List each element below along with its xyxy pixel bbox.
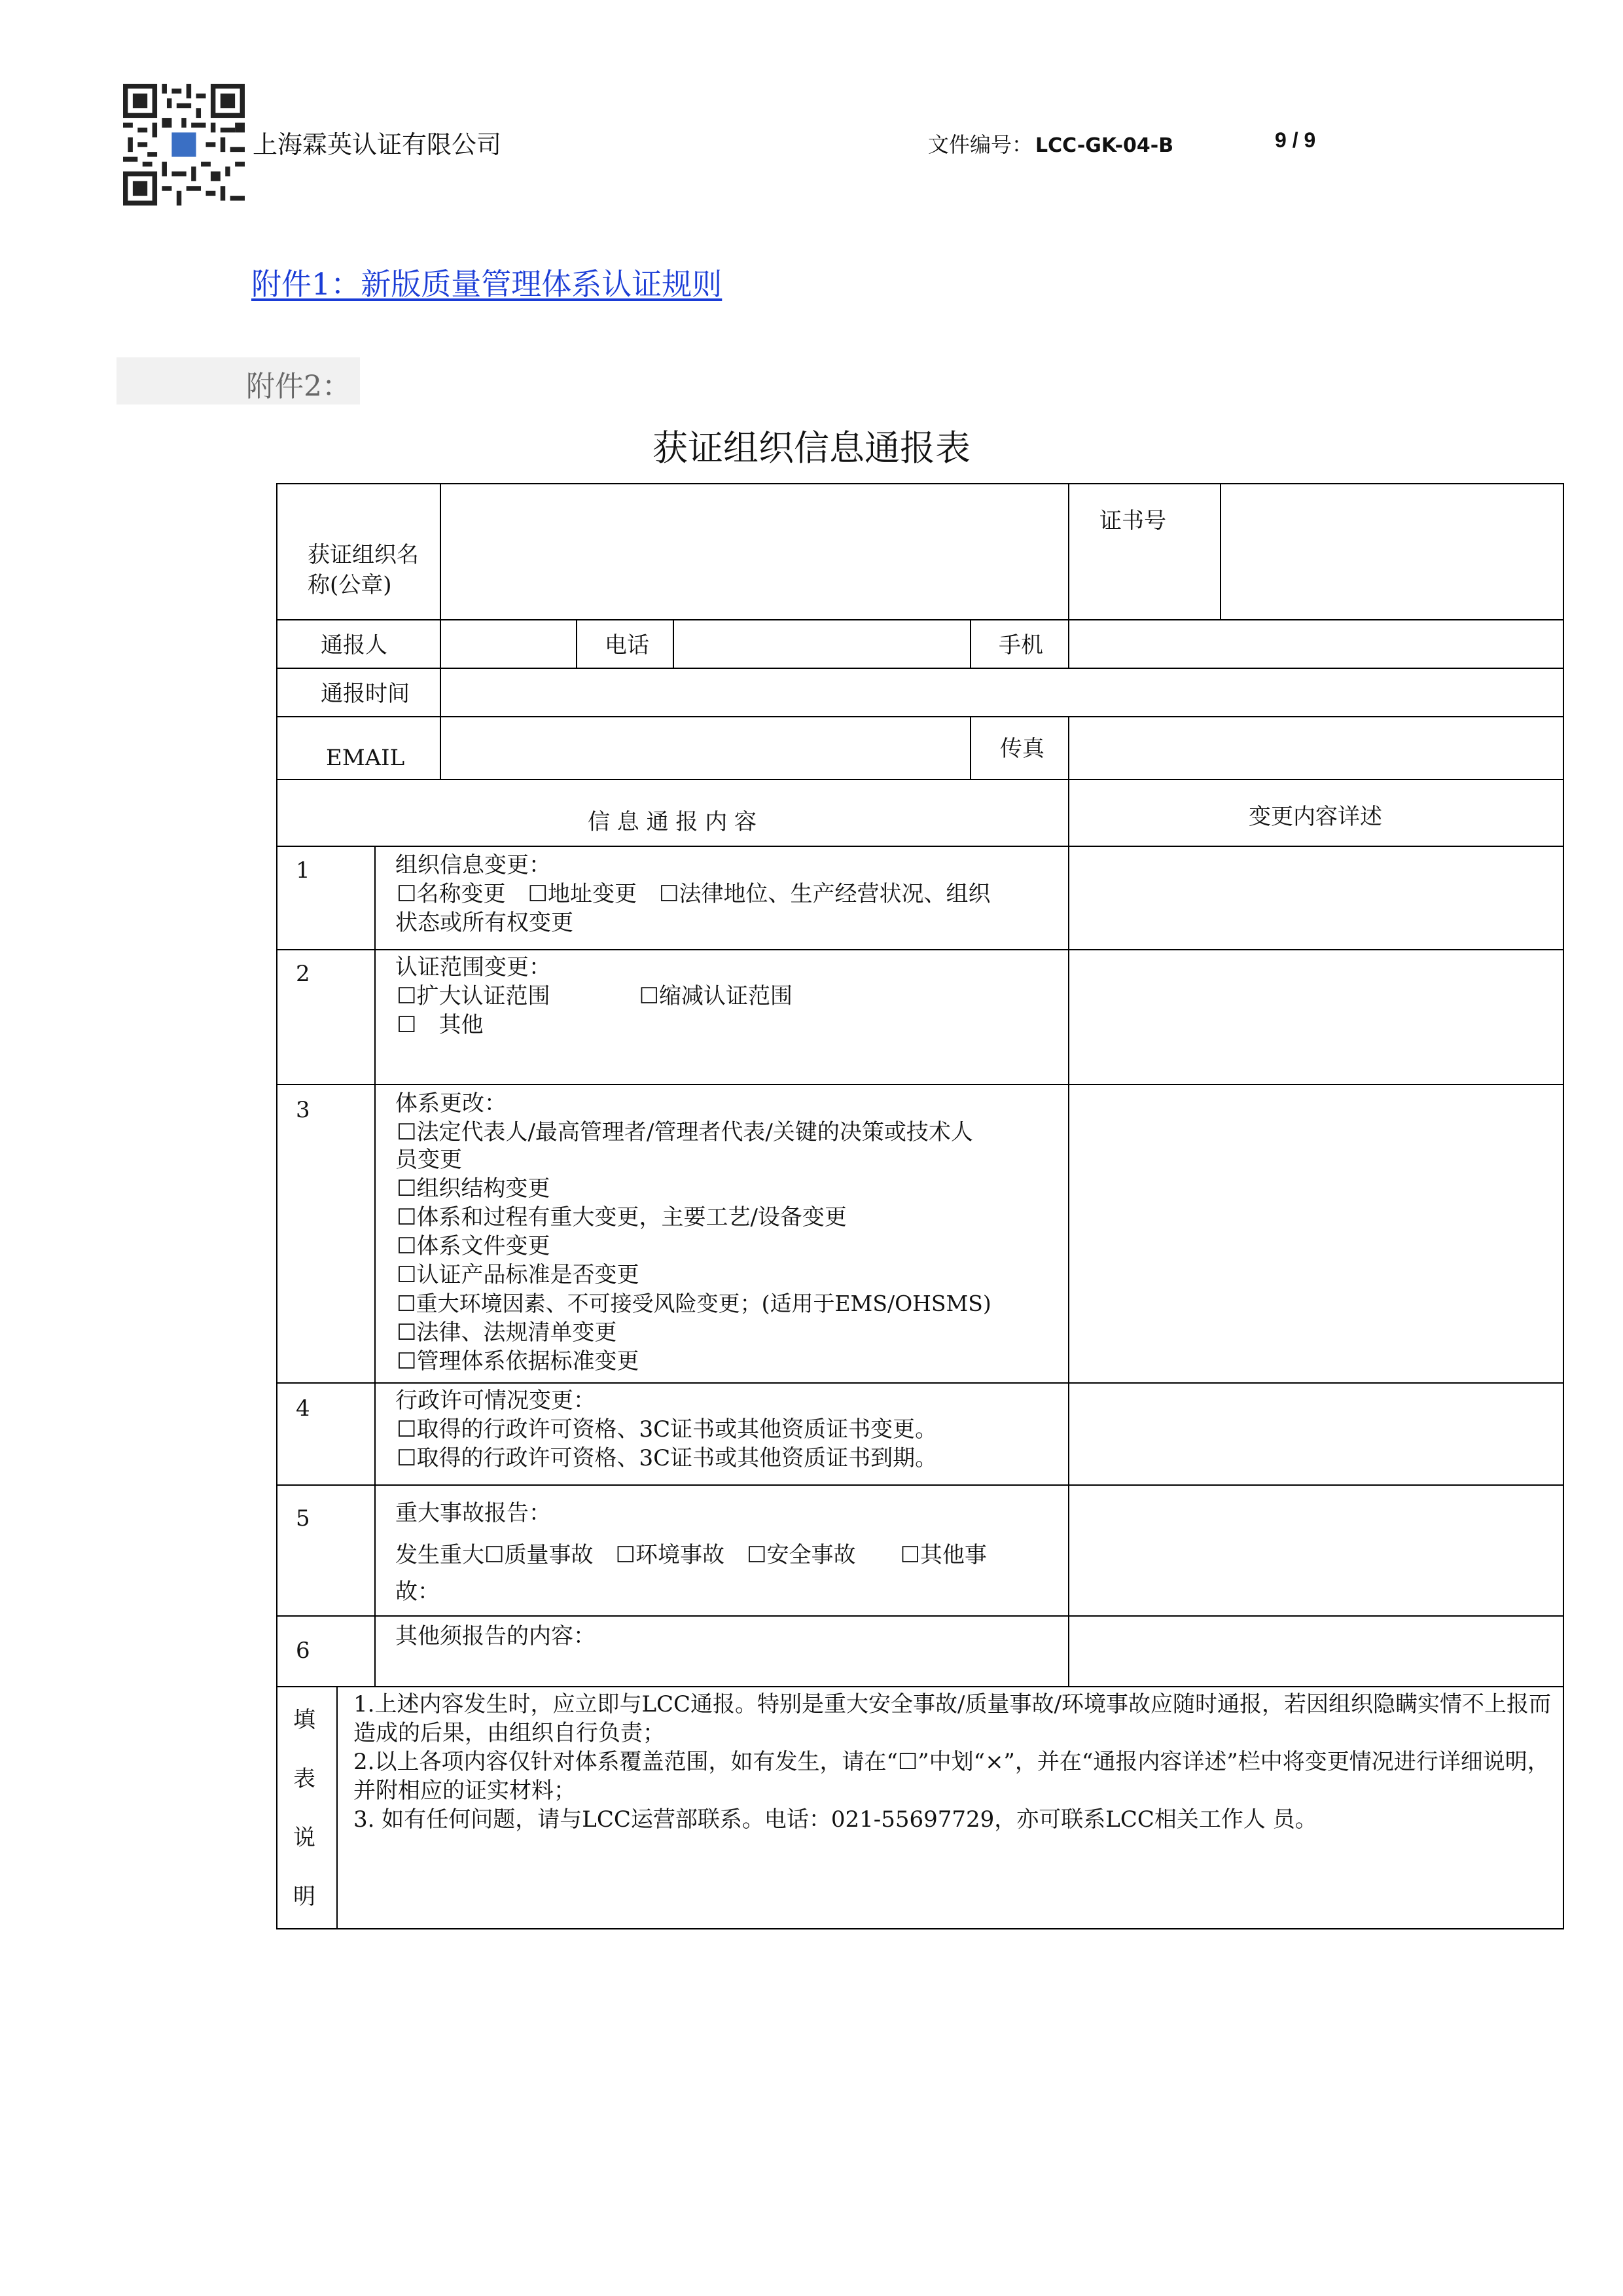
row-option-line[interactable]: ☐认证产品标准是否变更 (397, 1262, 639, 1288)
phone-field[interactable] (674, 620, 970, 668)
notes-label-char: 明 (293, 1884, 315, 1910)
qr-code-image (123, 84, 245, 206)
row-option-line[interactable]: ☐ 其他 (397, 1012, 484, 1038)
row-title: 组织信息变更： (395, 852, 551, 878)
detail-header: 变更内容详述 (1249, 804, 1382, 830)
row-option-line[interactable]: ☐体系和过程有重大变更，主要工艺/设备变更 (397, 1204, 847, 1230)
reporter-field[interactable] (441, 620, 576, 668)
detail-field[interactable] (1069, 1384, 1563, 1484)
row-title: 认证范围变更： (395, 954, 551, 980)
fax-label: 传真 (1000, 736, 1044, 762)
row-option-line[interactable]: 发生重大☐质量事故 ☐环境事故 ☐安全事故 ☐其他事 (395, 1542, 987, 1568)
content-header: 信 息 通 报 内 容 (587, 809, 757, 835)
row-number: 2 (296, 961, 310, 987)
detail-field[interactable] (1069, 1486, 1563, 1615)
document-number (928, 128, 1173, 158)
row-number: 3 (296, 1097, 310, 1123)
note-1: 1.上述内容发生时，应立即与LCC通报。特别是重大安全事故/质量事故/环境事故应随时通报，若因组织隐瞒实情不上报而造成的后果，由组织自行负责； (353, 1691, 1551, 1746)
row-option-line[interactable]: ☐组织结构变更 (397, 1175, 550, 1202)
row-option-line[interactable]: ☐法定代表人/最高管理者/管理者代表/关键的决策或技术人 (397, 1119, 973, 1145)
notes-label-char: 填 (293, 1707, 315, 1733)
email-field[interactable] (441, 717, 970, 779)
row-option-line[interactable]: ☐法律、法规清单变更 (397, 1319, 617, 1346)
row-title: 其他须报告的内容： (395, 1623, 596, 1649)
row-number: 4 (296, 1395, 310, 1422)
row-option-line[interactable]: ☐管理体系依据标准变更 (397, 1348, 639, 1374)
detail-field[interactable] (1069, 950, 1563, 1084)
row-number: 5 (296, 1505, 310, 1532)
row-option-line: 状态或所有权变更 (395, 910, 573, 936)
reporter-label: 通报人 (321, 632, 387, 658)
report-form-table (276, 483, 1564, 1929)
row-title: 行政许可情况变更： (395, 1388, 596, 1414)
row-number: 6 (296, 1638, 310, 1664)
report-time-label: 通报时间 (321, 681, 410, 707)
document-number-label: 文件编号： (928, 132, 1033, 157)
page-number: 9 / 9 (1275, 128, 1316, 152)
mobile-label: 手机 (999, 632, 1043, 658)
detail-field[interactable] (1069, 1085, 1563, 1382)
row-option-line: 故： (395, 1579, 440, 1605)
row-option-line[interactable]: ☐体系文件变更 (397, 1233, 550, 1259)
detail-field[interactable] (1069, 1617, 1563, 1686)
phone-label: 电话 (605, 632, 649, 658)
note-3: 3. 如有任何问题，请与LCC运营部联系。电话：021-55697729，亦可联系LCC相关工作人 员。 (353, 1806, 1317, 1833)
row-option-line[interactable]: ☐扩大认证范围 ☐缩减认证范围 (397, 983, 793, 1009)
row-title: 重大事故报告： (395, 1500, 551, 1526)
row-option-line[interactable]: ☐重大环境因素、不可接受风险变更；(适用于EMS/OHSMS) (397, 1291, 991, 1316)
row-number: 1 (296, 857, 310, 884)
row-option-line[interactable]: ☐名称变更 ☐地址变更 ☐法律地位、生产经营状况、组织 (397, 881, 991, 907)
row-option-line[interactable]: ☐取得的行政许可资格、3C证书或其他资质证书到期。 (397, 1445, 938, 1471)
form-title: 获证组织信息通报表 (652, 427, 971, 469)
detail-field[interactable] (1069, 847, 1563, 949)
attachment-1-link[interactable]: 附件1：新版质量管理体系认证规则 (251, 266, 722, 302)
fax-field[interactable] (1069, 717, 1563, 779)
row-option-line: 员变更 (395, 1147, 462, 1173)
note-2: 2.以上各项内容仅针对体系覆盖范围，如有发生，请在“☐”中划“×”，并在“通报内容详述”栏中将变更情况进行详细说明，并附相应的证实材料； (353, 1749, 1550, 1804)
document-number-value: LCC-GK-04-B (1035, 134, 1174, 157)
notes-label-char: 表 (293, 1766, 315, 1792)
org-name-label-line2: 称(公章) (308, 572, 392, 598)
email-label: EMAIL (326, 745, 405, 771)
cert-no-field[interactable] (1221, 484, 1563, 619)
attachment-2-label: 附件2： (246, 370, 351, 403)
notes-label-char: 说 (293, 1825, 315, 1851)
row-option-line[interactable]: ☐取得的行政许可资格、3C证书或其他资质证书变更。 (397, 1416, 938, 1443)
org-name-field[interactable] (441, 484, 1067, 619)
cert-no-label: 证书号 (1099, 508, 1166, 534)
report-time-field[interactable] (441, 669, 1563, 716)
company-name: 上海霖英认证有限公司 (253, 130, 502, 159)
row-title: 体系更改： (395, 1090, 507, 1117)
mobile-field[interactable] (1069, 620, 1563, 668)
org-name-label-line1: 获证组织名 (308, 542, 419, 568)
